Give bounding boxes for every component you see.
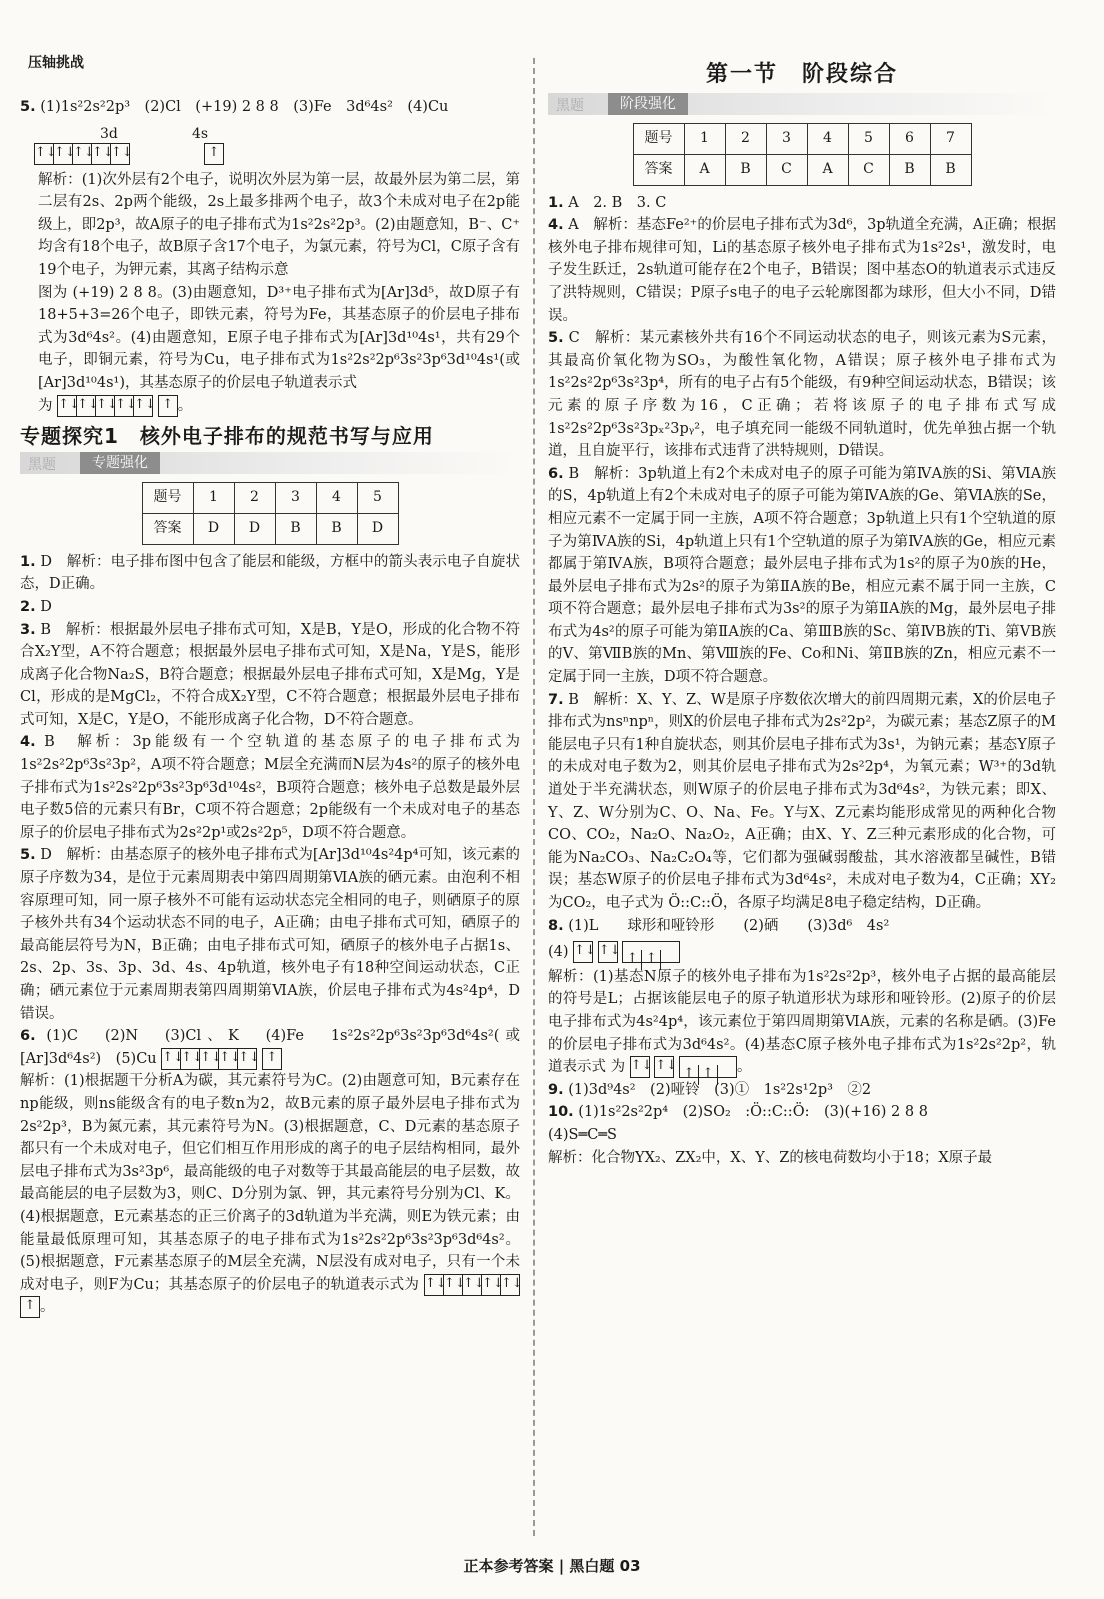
orbital-4s-box: ↑ (204, 143, 224, 165)
page-footer: 正本参考答案 | 黑白题 03 (463, 1557, 641, 1575)
left-column (20, 96, 523, 1319)
left-item-5: 5. D 解析：由基态原子的核外电子排布式为[Ar]3d¹⁰4s²4p⁴可知，该元素的原子序数为34，是位于元素周期表中第四周期第ⅥA族的硒元素。由泡利不相容原理可知，同一原子核外不可能有运动状态完全相同的电子，则硒原子的原子核外共有34个运动状态不同的电子，A正确；由电子排布式可知，硒原子的最高能层符号为N，B正确；由电子排布式可知，硒原子的核外电子占据1s、2s、2p、3s、3p、3d、4s、4p轨道，核外电子有18种空间运动状态，C正确；硒元素位于元素周期表第四周期第ⅥA族，价层电子排布式为4s²4p⁴，D错误。 (20, 847, 520, 1022)
left-item-6-analysis: 解析：(1)根据题干分析A为碳，其元素符号为C。(2)由题意可知，B元素存在np能级，则ns能级含有的电子数n为2，故B元素的原子最外层电子排布式为2s²2p³，B为氮元素，其元素符号为N。(3)根据题意，C、D元素的基态原子都只有一个未成对电子，但它们相互作用形成的离子的电子层结构相同，最外层电子排布式为3s²3p⁶，最高能级的电子对数等于其最高能层的电子层数，故最高能层的电子层数为3，则C、D分别为氯、钾，其元素符号分别为Cl、K。(4)根据题意，E元素基态的正三价离子的3d轨道为半充满，则E为铁元素；由能量最低原理可知，其基态原子的电子排布式为1s²2s²2p⁶3s²3p⁶3d⁶4s²。(5)根据题意，F元素基态原子的M层全充满，N层没有成对电子，只有一个未成对电子，则F为Cu；其基态原子的价层电子的轨道表示式为 ↑↓↑↓↑↓↑↓↑↓ ↑ 。 (20, 1070, 520, 1319)
cu-4s-box-2: ↑ (262, 1048, 282, 1070)
left-item-3: 3. B 解析：根据最外层电子排布式可知，X是B，Y是O，形成的化合物不符合X₂Y型，A不符合题意；根据最外层电子排布式可知，X是Na，Y是S，能形成离子化合物Na₂S，B符合题意；根据最外层电子排布式可知，X是Mg，Y是Cl，形成的是MgCl₂，不符合成X₂Y型，C不符合题意；根据最外层电子排布式可知，X是C，Y是O，不能形成离子化合物，D不符合题意。 (20, 621, 521, 728)
q5-line1: 5. (1)1s²2s²2p³ (2)Cl (+19) 2 8 8 (3)Fe 3d⁶4s² (4)Cu (20, 99, 449, 115)
2p-boxes: ↑ ↑ (622, 941, 680, 963)
right-item-9: 9. (1)3d⁹4s² (2)哑铃 (3)① 1s²2s¹2p³ ②2 (548, 1081, 872, 1098)
cu-4s-box: ↑ (158, 395, 178, 417)
2s-box: ↑↓ (598, 941, 618, 963)
left-item-1: 1. D 解析：电子排布图中包含了能层和能级，方框中的箭头表示电子自旋状态，D正确。 (20, 553, 521, 593)
cu-orbital-boxes: ↑↓↑↓↑↓↑↓↑↓ (57, 395, 153, 417)
section-title-1: 专题探究1 核外电子排布的规范书写与应用 (20, 424, 434, 449)
cu-4s-box-3: ↑ (20, 1296, 40, 1318)
right-item-6: 6. B 解析：3p轨道上有2个未成对电子的原子可能为第ⅣA族的Si、第ⅥA族的S，4p轨道上有2个未成对电子的原子可能为第ⅣA族的Ge、第ⅥA族的Se，相应元素不一定属于同一主族，A项不符合题意；3p轨道上只有1个空轨道的原子为第ⅣA族的Si，4p轨道上只有1个空轨道的原子为第ⅣA族的Ge，相应元素都属于第ⅣA族，B项符合题意；最外层电子排布式为1s²的原子为0族的He，最外层电子排布式为2s²的原子为第ⅡA族的Be，相应元素不属于同一主族，C项不符合题意；最外层电子排布式为3s²的原子为第ⅡA族的Mg，最外层电子排布式为4s²的原子可能为第ⅡA族的Ca、第ⅢB族的Sc、第ⅣB族的Ti、第ⅤB族的V、第ⅦB族的Mn、第Ⅷ族的Fe、Co和Ni、第ⅡB族的Zn，相应元素不一定属于同一主族，D项不符合题意。 (548, 465, 1056, 686)
right-item-1: 1. A 2. B 3. C (548, 194, 667, 211)
right-item-8-analysis: 解析：(1)基态N原子的核外电子排布为1s²2s²2p³，核外电子占据的最高能层的符号是L；占据该能层电子的原子轨道形状为球形和哑铃形。(2)原子的价层电子排布式为4s²4p⁴，该元素位于第四周期第ⅥA族，元素的名称是硒。(3)Fe的价层电子排布式为3d⁶4s²。(4)基态C原子核外电子排布式为1s²2s²2p²，轨道表示式 为 ↑↓ ↑↓ ↑ ↑ 。 (548, 966, 1056, 1079)
q5-analysis-2: 图为 (+19) 2 8 8。(3)由题意知，D³⁺电子排布式为[Ar]3d⁵，故D原子有18+5+3=26个电子，即铁元素，符号为Fe，其基态原子的价层电子排布式为3d⁶4s²。(4)由题意知，E原子电子排布式为[Ar]3d¹⁰4s¹，共有29个电子，即铜元素，符号为Cu，电子排布式为1s²2s²2p⁶3s²3p⁶3d¹⁰4s¹(或[Ar]3d¹⁰4s¹)，其基态原子的价层电子轨道表示式 (38, 284, 520, 391)
right-item-4: 4. A 解析：基态Fe²⁺的价层电子排布式为3d⁶，3p轨道全充满，A正确；根据核外电子排布规律可知，Li的基态原子核外电子排布式为1s²2s¹，激发时，电子发生跃迁，2s轨道可能存在2个电子，B错误；图中基态O的轨道表示式违反了洪特规则，C错误；P原子s电子的电子云轮廓图都为球形，但大小不同，D错误。 (548, 217, 1056, 324)
1s-box: ↑↓ (573, 941, 593, 963)
header-label: 压轴挑战 (28, 55, 84, 71)
right-item-10b: (4)S═C═S (548, 1126, 617, 1143)
right-item-10-analysis: 解析：化合物YX₂、ZX₂中，X、Y、Z的核电荷数均小于18；X原子最 (548, 1149, 993, 1166)
right-item-10: 10. (1)1s²2s²2p⁴ (2)SO₂ :Ö::C::Ö: (3)(+16) 2 8 8 (548, 1104, 928, 1121)
right-item-8: 8. (1)L 球形和哑铃形 (2)硒 (3)3d⁶ 4s² (548, 917, 890, 934)
c-2s-box: ↑↓ (654, 1056, 674, 1078)
section-bar-1: 黑题 专题强化 (20, 452, 520, 474)
orbital-3d-boxes: ↑↓↑↓↑↓↑↓↑↓ (34, 143, 130, 165)
c-1s-box: ↑↓ (630, 1056, 650, 1078)
label-4s: 4s (192, 125, 209, 142)
q5-orbital-diagram (20, 123, 520, 167)
section-bar-2: 黑题 阶段强化 (548, 93, 1056, 115)
q5-analysis-3: 为 ↑↓↑↓↑↓↑↓↑↓ ↑ 。 (20, 395, 520, 418)
label-3d: 3d (100, 125, 118, 142)
answer-table-right: 题号 1 2 3 4 5 6 7 答案 A B C A C B B (633, 123, 972, 186)
left-item-4: 4. B 解析：3p能级有一个空轨道的基态原子的电子排布式为1s²2s²2p⁶3s²3p²，A项不符合题意；M层全充满而N层为4s²的原子的核外电子排布式为1s²2s²2p⁶3s²3p⁶3d¹⁰4s²，B项符合题意；核外电子总数是最外层电子数5倍的元素只有Br，C项不符合题意；2p能级有一个未成对电子的基态原子的价层电子排布式为2s²2p¹或2s²2p⁵，D项不符合题意。 (20, 734, 520, 841)
right-item-5: 5. C 解析：某元素核外共有16个不同运动状态的电子，则该元素为S元素，其最高价氧化物为SO₃，为酸性氧化物，A错误；原子核外电子排布式为1s²2s²2p⁶3s²3p⁴，所有的电子占有5个能级，有9种空间运动状态，B错误；该元素的原子序数为16，C正确；若将该原子的电子排布式写成1s²2s²2p⁶3s²3pₓ²3pᵧ²，电子填充同一能级不同轨道时，优先单独占据一个轨道，且自旋平行，该排布式违背了洪特规则，D错误。 (548, 330, 1056, 460)
right-column (548, 60, 1056, 1169)
q5-analysis-1: 解析：(1)次外层有2个电子，说明次外层为第一层，故最外层为第二层，第二层有2s、2p两个能级，2s上最多排两个电子，故3个未成对电子在2p能级上，即2p³，故A原子的电子排布式为1s²2s²2p³。(2)由题意知，B⁻、C⁺均含有18个电子，故B原子含17个电子，为氯元素，符号为Cl，C原子含有19个电子，为钾元素，其离子结构示意 (38, 171, 520, 278)
column-divider (533, 58, 535, 1536)
item-8-orbital: (4) ↑↓ ↑↓ ↑ ↑ (548, 941, 1056, 964)
answer-table-left: 题号 1 2 3 4 5 答案 D D B B D (142, 482, 399, 545)
right-title: 第一节 阶段综合 (705, 62, 898, 87)
c-2p-boxes: ↑ ↑ (679, 1056, 737, 1078)
right-item-7: 7. B 解析：X、Y、Z、W是原子序数依次增大的前四周期元素，X的价层电子排布式为nsⁿnpⁿ，则X的价层电子排布式为2s²2p²，为碳元素；基态Z原子的M能层电子只有1种自旋状态，则其价层电子排布式为3s¹，为钠元素；基态Y原子的未成对电子数为2，则其价层电子排布式为2s²2p⁴，为氧元素；W³⁺的3d轨道处于半充满状态，则W原子的价层电子排布式为3d⁶4s²，为铁元素；即X、Y、Z、W分别为C、O、Na、Fe。Y与X、Z元素均能形成常见的两种化合物CO、CO₂，Na₂O、Na₂O₂，A正确；由X、Y、Z三种元素形成的化合物，可能为Na₂CO₃、Na₂C₂O₄等，它们都为强碱弱酸盐，其水溶液都呈碱性，B错误；基态W原子的价层电子排布式为3d⁶4s²，未成对电子数为4，C正确；XY₂为CO₂，电子式为 Ö::C::Ö，各原子均满足8电子稳定结构，D正确。 (548, 691, 1056, 911)
cu-orbital-boxes-2: ↑↓↑↓↑↓↑↓↑↓ (161, 1048, 257, 1070)
left-item-2: 2. D (20, 598, 52, 615)
cu-orbital-boxes-3: ↑↓↑↓↑↓↑↓↑↓ (424, 1274, 520, 1296)
left-item-6: 6. (1)C (2)N (3)Cl、K (4)Fe 1s²2s²2p⁶3s²3p⁶3d⁶4s²(或[Ar]3d⁶4s²) (5)Cu ↑↓↑↓↑↓↑↓↑↓ ↑ (20, 1025, 520, 1070)
